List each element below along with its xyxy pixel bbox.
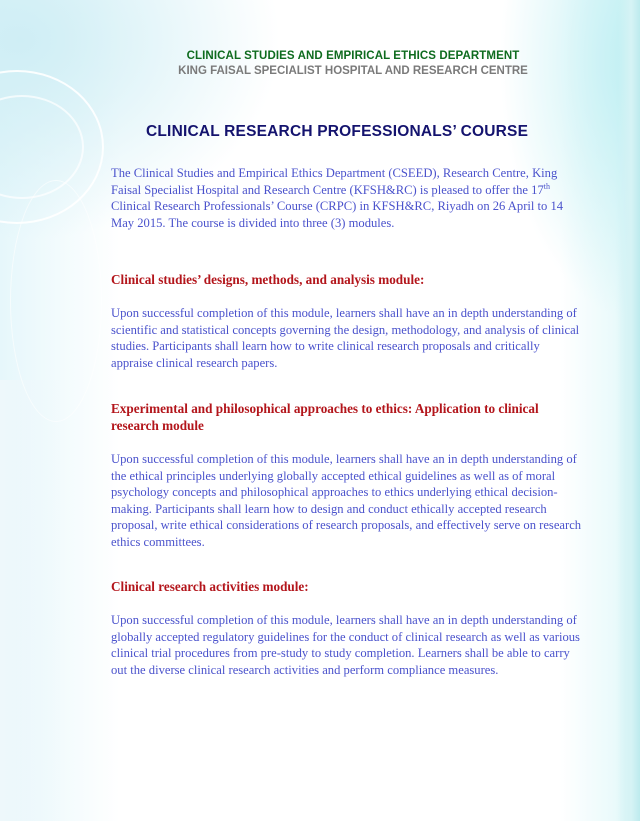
module-heading-ethics: Experimental and philosophical approaches to ethics: Application to clinical research module [111,401,539,433]
module-body-ethics: Upon successful completion of this module, learners shall have an in depth understanding of the ethical principles underlying globally accepted ethical guidelines as well as of moral psychology concepts and philosophical approaches to ethics underlying ethical decision-making. Participants shall learn how to design and conduct ethically accepted research proposal, write ethical considerations of research proposals, and effectively serve on research ethics committees. [111,452,582,549]
page-title: CLINICAL RESEARCH PROFESSIONALS’ COURSE [146,123,529,140]
module-body-activities: Upon successful completion of this module, learners shall have an in depth understanding of globally accepted regulatory guidelines for the conduct of clinical research as well as various clinical trial procedures from pre-study to study completion. Learners shall be able to carry out the diverse clinical research activities and perform compliance measures. [111,613,580,677]
intro-text-end: Clinical Research Professionals’ Course (CRPC) in KFSH&RC, Riyadh on 26 April to 14 May 2015. The course is divided into three (3) modules. [111,199,564,230]
intro-paragraph [111,165,583,231]
module-body-designs: Upon successful completion of this module, learners shall have an in depth understanding of scientific and statistical concepts governing the design, methodology, and analysis of clinical studies. Participants shall learn how to write clinical research proposals and critically appraise clinical research papers. [111,306,580,370]
hospital-name: KING FAISAL SPECIALIST HOSPITAL AND RESEARCH CENTRE [178,65,528,77]
background-swirl [0,70,104,224]
intro-text-start: The Clinical Studies and Empirical Ethics Department (CSEED), Research Centre, King Faisal Specialist Hospital and Research Centre (KFSH&RC) is pleased to offer the 17 [111,166,558,197]
module-heading-activities: Clinical research activities module: [111,579,309,594]
department-name: CLINICAL STUDIES AND EMPIRICAL ETHICS DEPARTMENT [186,50,520,62]
background-swirl [0,95,84,199]
background-shade [0,380,60,821]
module-heading-designs: Clinical studies’ designs, methods, and analysis module: [111,272,425,287]
page-edge-decoration [618,0,640,821]
ordinal-suffix: th [543,181,551,191]
